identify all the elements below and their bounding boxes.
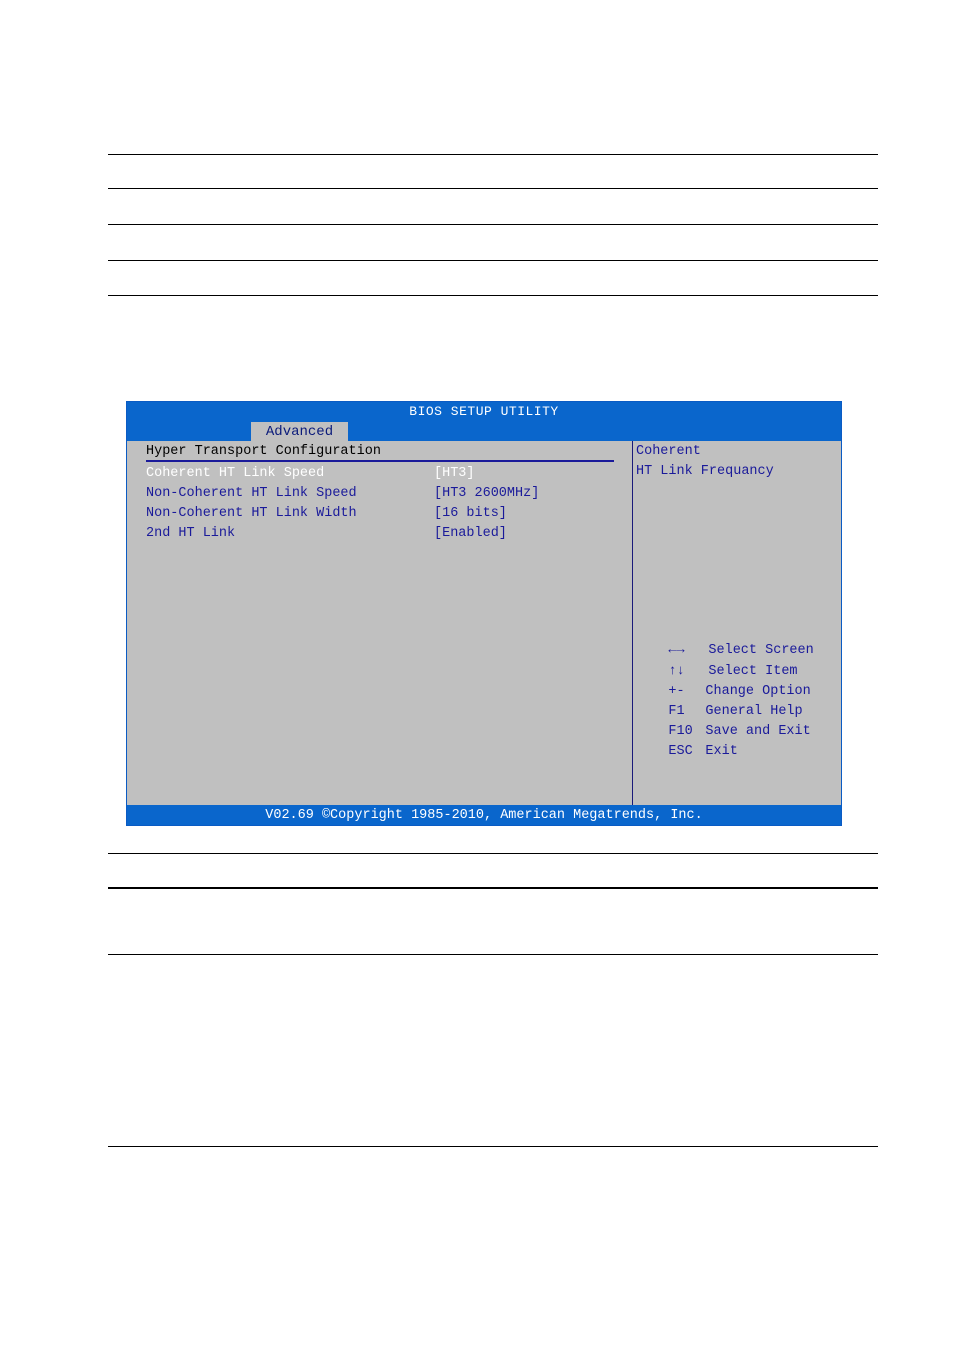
table-rule-6 — [108, 853, 878, 854]
option-value-2nd-ht-link[interactable]: [Enabled] — [434, 526, 507, 541]
table-rule-5 — [108, 295, 878, 296]
key-hint-key: +- — [668, 684, 685, 699]
table-rule-2 — [108, 188, 878, 189]
key-hint-label: Select Item — [708, 664, 798, 679]
bios-header — [127, 402, 841, 441]
tab-advanced[interactable]: Advanced — [251, 422, 348, 441]
option-2nd-ht-link[interactable]: 2nd HT Link — [146, 526, 236, 541]
up-down-arrows-icon: ↑↓ — [668, 664, 685, 679]
key-hint-label: Select Screen — [708, 643, 814, 658]
left-right-arrows-icon: ←→ — [668, 643, 685, 658]
section-title: Hyper Transport Configuration — [146, 444, 614, 462]
option-coherent-ht-link-speed[interactable]: Coherent HT Link Speed — [146, 466, 325, 481]
key-hint-key: F10 — [668, 724, 693, 739]
table-rule-8 — [108, 954, 878, 955]
key-hint-label: Exit — [705, 744, 738, 759]
help-text-line-1: Coherent — [636, 444, 701, 459]
table-rule-3 — [108, 224, 878, 225]
help-text-line-2: HT Link Frequancy — [636, 464, 774, 479]
key-hint-label: Change Option — [705, 684, 811, 699]
bios-screen — [126, 401, 842, 826]
option-non-coherent-ht-link-width[interactable]: Non-Coherent HT Link Width — [146, 506, 357, 521]
key-hint-key: ESC — [668, 744, 693, 759]
option-non-coherent-ht-link-speed[interactable]: Non-Coherent HT Link Speed — [146, 486, 357, 501]
key-hint-exit — [636, 729, 738, 774]
table-rule-4 — [108, 260, 878, 261]
panel-divider — [632, 441, 633, 805]
key-hint-label: Save and Exit — [705, 724, 811, 739]
table-rule-1 — [108, 154, 878, 155]
table-rule-9 — [108, 1146, 878, 1147]
key-hint-label: General Help — [705, 704, 803, 719]
option-value-coherent-ht-link-speed[interactable]: [HT3] — [434, 466, 475, 481]
key-hint-key: F1 — [668, 704, 685, 719]
bios-title: BIOS SETUP UTILITY — [409, 404, 559, 419]
option-value-non-coherent-ht-link-speed[interactable]: [HT3 2600MHz] — [434, 486, 540, 501]
option-value-non-coherent-ht-link-width[interactable]: [16 bits] — [434, 506, 507, 521]
table-rule-7 — [108, 887, 878, 889]
copyright-footer: V02.69 ©Copyright 1985-2010, American Megatrends, Inc. — [127, 805, 841, 825]
